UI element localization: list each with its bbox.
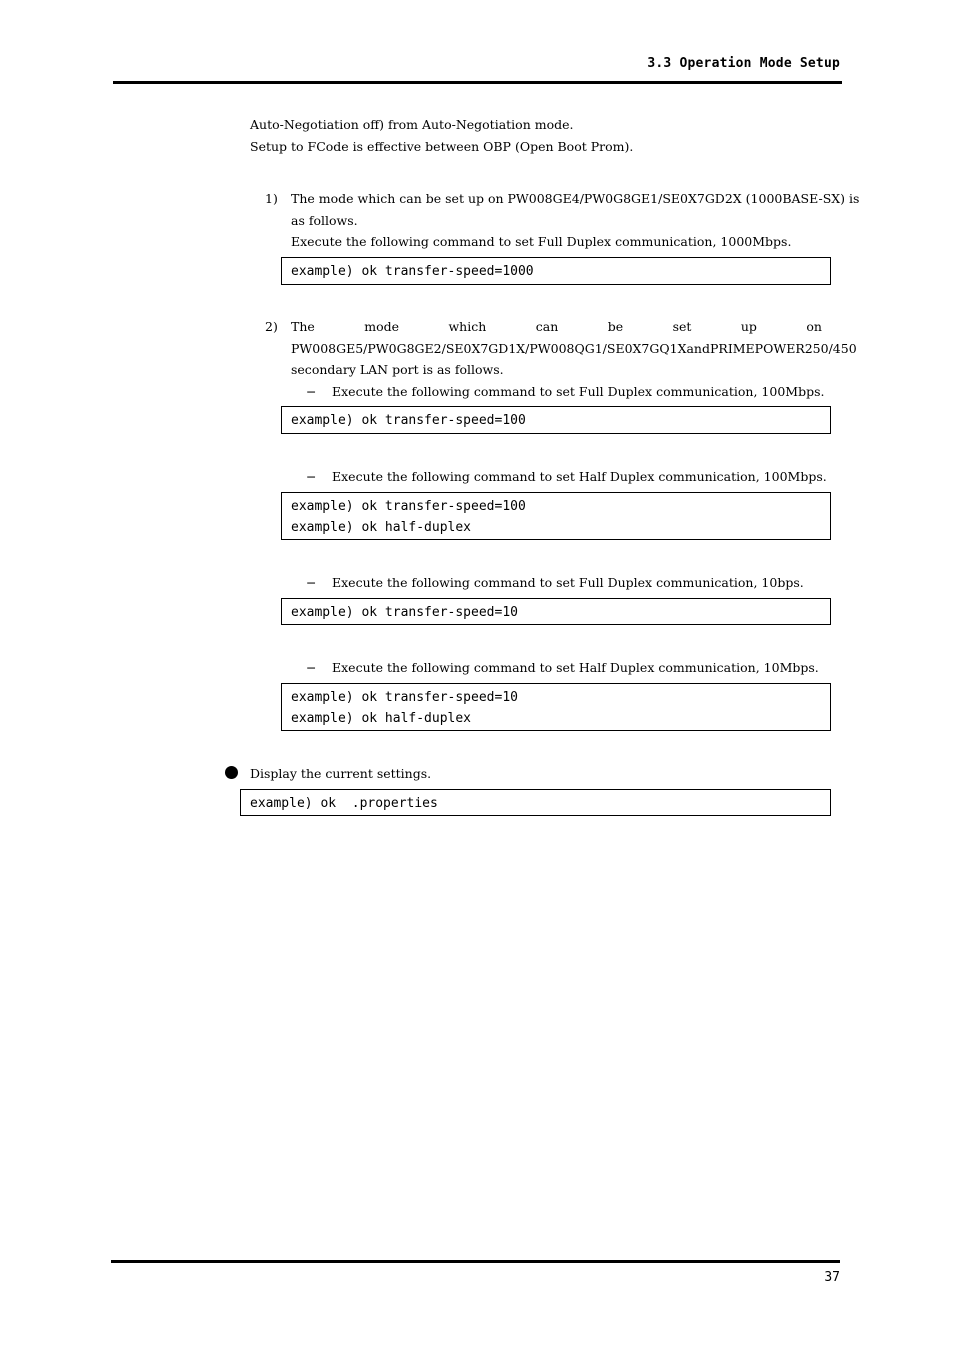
word: mode [364, 319, 400, 334]
item-1-line-1: The mode which can be set up on PW008GE4/PW0G8GE1/SE0X7GD2X (1000BASE-SX) is [291, 191, 860, 206]
word: The [291, 319, 315, 334]
code-line: example) ok half-duplex [291, 711, 472, 726]
dash-bullet: − [306, 469, 317, 484]
code-box-10-half [281, 683, 831, 731]
dash-bullet: − [306, 660, 317, 675]
code-box-properties [240, 789, 831, 816]
header-rule [113, 81, 842, 84]
code-line: example) ok .properties [250, 796, 438, 811]
section-title: 3.3 Operation Mode Setup [647, 56, 840, 71]
item-1-number: 1) [265, 191, 278, 206]
word: up [740, 319, 757, 334]
item-1-line-3: Execute the following command to set Full Duplex communication, 1000Mbps. [291, 234, 792, 249]
item-2-line-3: secondary LAN port is as follows. [291, 362, 504, 377]
code-box-100-half [281, 492, 831, 540]
page-number: 37 [824, 1270, 840, 1285]
word: set [672, 319, 692, 334]
item-1-line-2: as follows. [291, 213, 358, 228]
dash-bullet: − [306, 384, 317, 399]
code-line: example) ok transfer-speed=1000 [291, 264, 534, 279]
bullet-dot-icon [225, 766, 238, 779]
intro-line-2: Setup to FCode is effective between OBP (Open Boot Prom). [250, 139, 634, 154]
item-2-number: 2) [265, 319, 278, 334]
intro-line-1: Auto-Negotiation off) from Auto-Negotiation mode. [250, 117, 574, 132]
word: be [607, 319, 624, 334]
code-line: example) ok transfer-speed=100 [291, 413, 526, 428]
item-2-line-1 [291, 316, 822, 338]
item-2-line-2 [291, 338, 857, 360]
subitem-4-text: Execute the following command to set Half Duplex communication, 10Mbps. [332, 660, 819, 675]
code-box-10-full [281, 598, 831, 625]
code-line: example) ok half-duplex [291, 520, 472, 535]
subitem-2-text: Execute the following command to set Half Duplex communication, 100Mbps. [332, 469, 827, 484]
footer-rule [111, 1260, 840, 1263]
word: on [806, 319, 822, 334]
subitem-1-text: Execute the following command to set Full Duplex communication, 100Mbps. [332, 384, 825, 399]
code-box-100-full [281, 406, 831, 434]
word: which [448, 319, 487, 334]
code-line: example) ok transfer-speed=10 [291, 690, 518, 705]
word: can [535, 319, 559, 334]
subitem-3-text: Execute the following command to set Full Duplex communication, 10bps. [332, 575, 804, 590]
word: PRIMEPOWER250/450 [710, 341, 857, 356]
code-line: example) ok transfer-speed=100 [291, 499, 526, 514]
code-line: example) ok transfer-speed=10 [291, 605, 518, 620]
dash-bullet: − [306, 575, 317, 590]
code-box-1000-full [281, 257, 831, 285]
word: PW008GE5/PW0G8GE2/SE0X7GD1X/PW008QG1/SE0X7GQ1X [291, 341, 687, 356]
display-settings-text: Display the current settings. [250, 766, 432, 781]
word: and [686, 341, 710, 356]
